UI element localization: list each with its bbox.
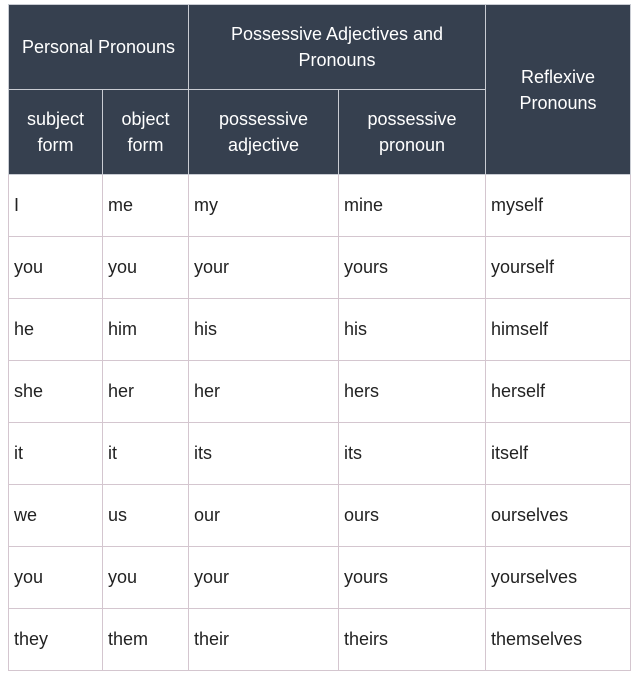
cell-object: us: [103, 485, 189, 547]
cell-possessive-pronoun: its: [339, 423, 486, 485]
table-row: [9, 609, 631, 671]
table-row: [9, 423, 631, 485]
cell-reflexive: herself: [486, 361, 631, 423]
cell-possessive-pronoun: ours: [339, 485, 486, 547]
cell-possessive-adjective: her: [189, 361, 339, 423]
cell-reflexive: itself: [486, 423, 631, 485]
header-row-top: [9, 5, 631, 90]
cell-object: him: [103, 299, 189, 361]
cell-reflexive: yourself: [486, 237, 631, 299]
cell-possessive-pronoun: yours: [339, 237, 486, 299]
cell-reflexive: themselves: [486, 609, 631, 671]
cell-subject: he: [9, 299, 103, 361]
cell-reflexive: myself: [486, 175, 631, 237]
table-row: [9, 547, 631, 609]
cell-reflexive: ourselves: [486, 485, 631, 547]
table-row: [9, 237, 631, 299]
cell-subject: they: [9, 609, 103, 671]
cell-possessive-pronoun: yours: [339, 547, 486, 609]
cell-object: me: [103, 175, 189, 237]
cell-possessive-adjective: our: [189, 485, 339, 547]
header-reflexive-pronouns: Reflexive Pronouns: [486, 5, 631, 175]
cell-subject: you: [9, 237, 103, 299]
cell-object: her: [103, 361, 189, 423]
cell-object: you: [103, 237, 189, 299]
cell-possessive-pronoun: his: [339, 299, 486, 361]
cell-subject: you: [9, 547, 103, 609]
table-row: [9, 299, 631, 361]
cell-reflexive: yourselves: [486, 547, 631, 609]
header-possessive-adjective: possessive adjective: [189, 90, 339, 175]
cell-possessive-adjective: my: [189, 175, 339, 237]
pronoun-table: [8, 4, 631, 671]
header-subject-form: subject form: [9, 90, 103, 175]
cell-subject: we: [9, 485, 103, 547]
table-header: [9, 5, 631, 175]
pronoun-table-container: [8, 4, 631, 671]
cell-object: it: [103, 423, 189, 485]
cell-possessive-adjective: his: [189, 299, 339, 361]
cell-possessive-adjective: your: [189, 547, 339, 609]
table-row: [9, 175, 631, 237]
cell-subject: it: [9, 423, 103, 485]
table-body: [9, 175, 631, 671]
header-possessive-group: Possessive Adjectives and Pronouns: [189, 5, 486, 90]
cell-possessive-adjective: their: [189, 609, 339, 671]
table-row: [9, 361, 631, 423]
cell-subject: I: [9, 175, 103, 237]
cell-object: them: [103, 609, 189, 671]
cell-subject: she: [9, 361, 103, 423]
table-row: [9, 485, 631, 547]
cell-reflexive: himself: [486, 299, 631, 361]
header-object-form: object form: [103, 90, 189, 175]
cell-object: you: [103, 547, 189, 609]
cell-possessive-pronoun: mine: [339, 175, 486, 237]
cell-possessive-adjective: your: [189, 237, 339, 299]
cell-possessive-adjective: its: [189, 423, 339, 485]
cell-possessive-pronoun: theirs: [339, 609, 486, 671]
cell-possessive-pronoun: hers: [339, 361, 486, 423]
header-possessive-pronoun: possessive pronoun: [339, 90, 486, 175]
header-personal-pronouns: Personal Pronouns: [9, 5, 189, 90]
